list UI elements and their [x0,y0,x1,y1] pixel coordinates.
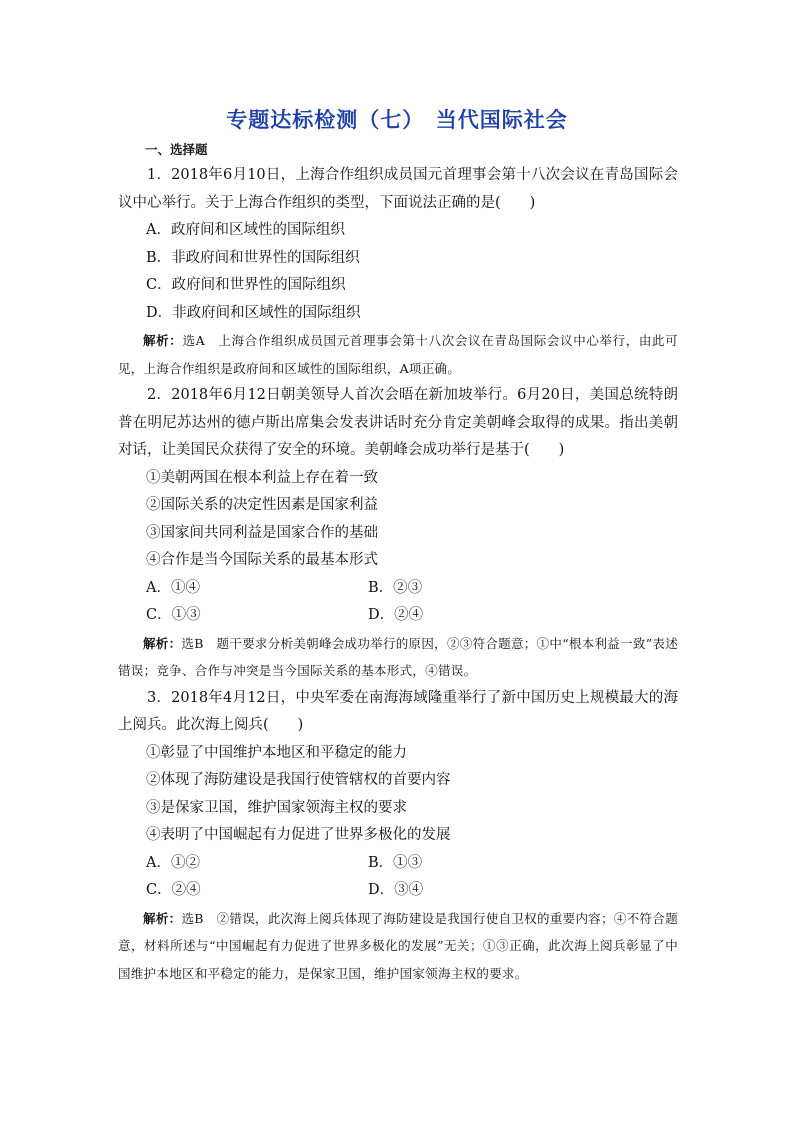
question-2-item-1: ①美朝两国在根本利益上存在着一致 [146,469,378,486]
section-heading: 一、选择题 [145,142,208,157]
analysis-label: 解析： [143,333,183,348]
question-2-option-d: D．②④ [368,607,424,623]
question-3-item-2: ②体现了海防建设是我国行使管辖权的首要内容 [146,772,451,788]
question-3-analysis [118,905,678,988]
question-3-stem: 3．2018年4月12日，中央军委在南海海域隆重举行了新中国历史上规模最大的海上阅兵。此次海上阅兵( ) [118,689,678,733]
question-3-option-b: B．①③ [368,854,423,871]
question-1-option-a: A．政府间和区域性的国际组织 [146,222,345,238]
analysis-text: 选B ②错误，此次海上阅兵体现了海防建设是我国行使自卫权的重要内容；④不符合题意，材料所述与“中国崛起有力促进了世界多极化的发展”无关；①③正确，此次海上阅兵彰显了中国维护本地区和平稳定的能力，是保家卫国，维护国家领海主权的要求。 [118,910,678,981]
question-3-options-row-2 [118,877,678,905]
question-2-option-a: A．①④ [146,579,200,596]
question-3-options-row-1 [118,850,678,878]
question-2-options-row-2 [118,602,678,630]
question-3-option-a: A．①② [146,854,200,871]
question-2-options-row-1 [118,575,678,603]
analysis-text: 选A 上海合作组织成员国元首理事会第十八次会议在青岛国际会议中心举行，由此可见，上海合作组织是政府间和区域性的国际组织，A项正确。 [118,333,678,376]
analysis-label: 解析： [143,635,182,651]
question-2-item-2: ②国际关系的决定性因素是国家利益 [146,497,378,513]
question-3-item-3: ③是保家卫国，维护国家领海主权的要求 [146,799,407,816]
question-2-item-4: ④合作是当今国际关系的最基本形式 [146,552,378,568]
question-list [118,162,678,987]
question-2-item-3: ③国家间共同利益是国家合作的基础 [146,524,378,541]
question-2-option-b: B．②③ [368,579,423,596]
question-2-option-c: C．①③ [146,607,201,623]
question-1-option-b: B．非政府间和世界性的国际组织 [146,249,360,266]
analysis-label: 解析： [143,910,182,926]
analysis-text: 选B 题干要求分析美朝峰会成功举行的原因，②③符合题意；①中“根本利益一致”表述错误；竞争、合作与冲突是当今国际关系的基本形式，④错误。 [118,635,679,678]
question-1-analysis [118,327,678,382]
question-1-option-c: C．政府间和世界性的国际组织 [146,277,346,293]
question-3-option-c: C．②④ [146,882,201,898]
question-3-option-d: D．③④ [368,882,424,898]
question-3-item-4: ④表明了中国崛起有力促进了世界多极化的发展 [146,827,451,843]
question-1-option-d: D．非政府间和区域性的国际组织 [146,304,361,321]
question-2-stem: 2．2018年6月12日朝美领导人首次会晤在新加坡举行。6月20日，美国总统特朗普在明尼苏达州的德卢斯出席集会发表讲话时充分肯定美朝峰会取得的成果。指出美朝对话，让美国民众获得了安全的环境。美朝峰会成功举行是基于( ) [118,387,678,458]
question-2-analysis [118,630,678,685]
question-3-item-1: ①彰显了中国维护本地区和平稳定的能力 [146,744,407,761]
page-title: 专题达标检测（七） 当代国际社会 [226,108,568,132]
question-1-stem: 1．2018年6月10日，上海合作组织成员国元首理事会第十八次会议在青岛国际会议中心举行。关于上海合作组织的类型，下面说法正确的是( ) [118,167,678,211]
